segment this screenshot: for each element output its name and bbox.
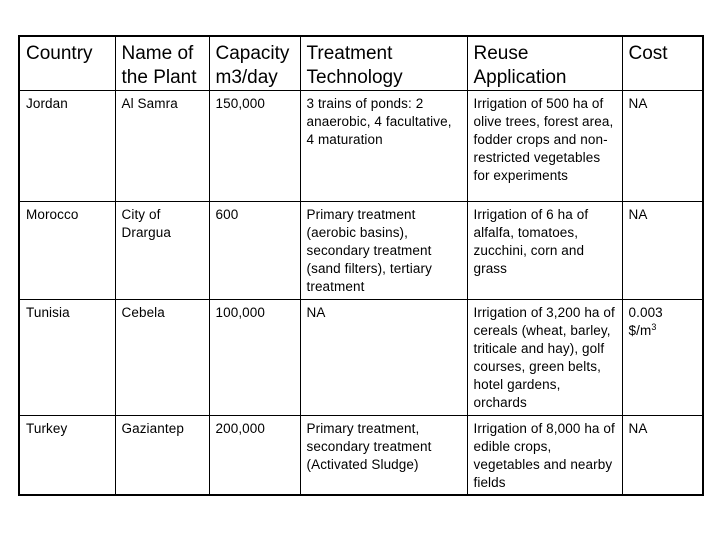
cell-technology: 3 trains of ponds: 2 anaerobic, 4 facultative, 4 maturation xyxy=(300,91,467,202)
header-country: Country xyxy=(19,36,115,91)
wastewater-reuse-table xyxy=(18,35,704,496)
cell-country: Jordan xyxy=(19,91,115,202)
cell-cost: NA xyxy=(622,416,703,496)
header-capacity: Capacity m3/day xyxy=(209,36,300,91)
cell-technology: Primary treatment, secondary treatment (Activated Sludge) xyxy=(300,416,467,496)
cell-reuse: Irrigation of 500 ha of olive trees, forest area, fodder crops and non-restricted vegetables for experiments xyxy=(467,91,622,202)
table-row xyxy=(19,300,703,416)
cell-capacity: 600 xyxy=(209,202,300,300)
cell-country: Turkey xyxy=(19,416,115,496)
cell-capacity: 100,000 xyxy=(209,300,300,416)
cell-capacity: 200,000 xyxy=(209,416,300,496)
header-treatment-technology: Treatment Technology xyxy=(300,36,467,91)
cell-plant: City of Drargua xyxy=(115,202,209,300)
wastewater-reuse-table-container xyxy=(18,35,704,496)
table-row xyxy=(19,202,703,300)
cell-capacity: 150,000 xyxy=(209,91,300,202)
header-cost: Cost xyxy=(622,36,703,91)
cost-unit-exponent: 3 xyxy=(651,322,657,332)
header-reuse-application: Reuse Application xyxy=(467,36,622,91)
cell-technology: Primary treatment (aerobic basins), secondary treatment (sand filters), tertiary treatment xyxy=(300,202,467,300)
cell-country: Morocco xyxy=(19,202,115,300)
table-row xyxy=(19,416,703,496)
cell-reuse: Irrigation of 6 ha of alfalfa, tomatoes, zucchini, corn and grass xyxy=(467,202,622,300)
cell-technology: NA xyxy=(300,300,467,416)
cost-value: 0.003 xyxy=(628,305,663,320)
cell-plant: Gaziantep xyxy=(115,416,209,496)
cell-plant: Cebela xyxy=(115,300,209,416)
cell-reuse: Irrigation of 3,200 ha of cereals (wheat, barley, triticale and hay), golf courses, green belts, hotel gardens, orchards xyxy=(467,300,622,416)
cost-unit: $/m xyxy=(628,323,652,338)
cell-plant: Al Samra xyxy=(115,91,209,202)
cell-country: Tunisia xyxy=(19,300,115,416)
cell-cost: NA xyxy=(622,91,703,202)
table-row xyxy=(19,91,703,202)
cell-reuse: Irrigation of 8,000 ha of edible crops, vegetables and nearby fields xyxy=(467,416,622,496)
cell-cost: NA xyxy=(622,202,703,300)
cell-cost xyxy=(622,300,703,416)
header-plant-name: Name of the Plant xyxy=(115,36,209,91)
header-row xyxy=(19,36,703,91)
